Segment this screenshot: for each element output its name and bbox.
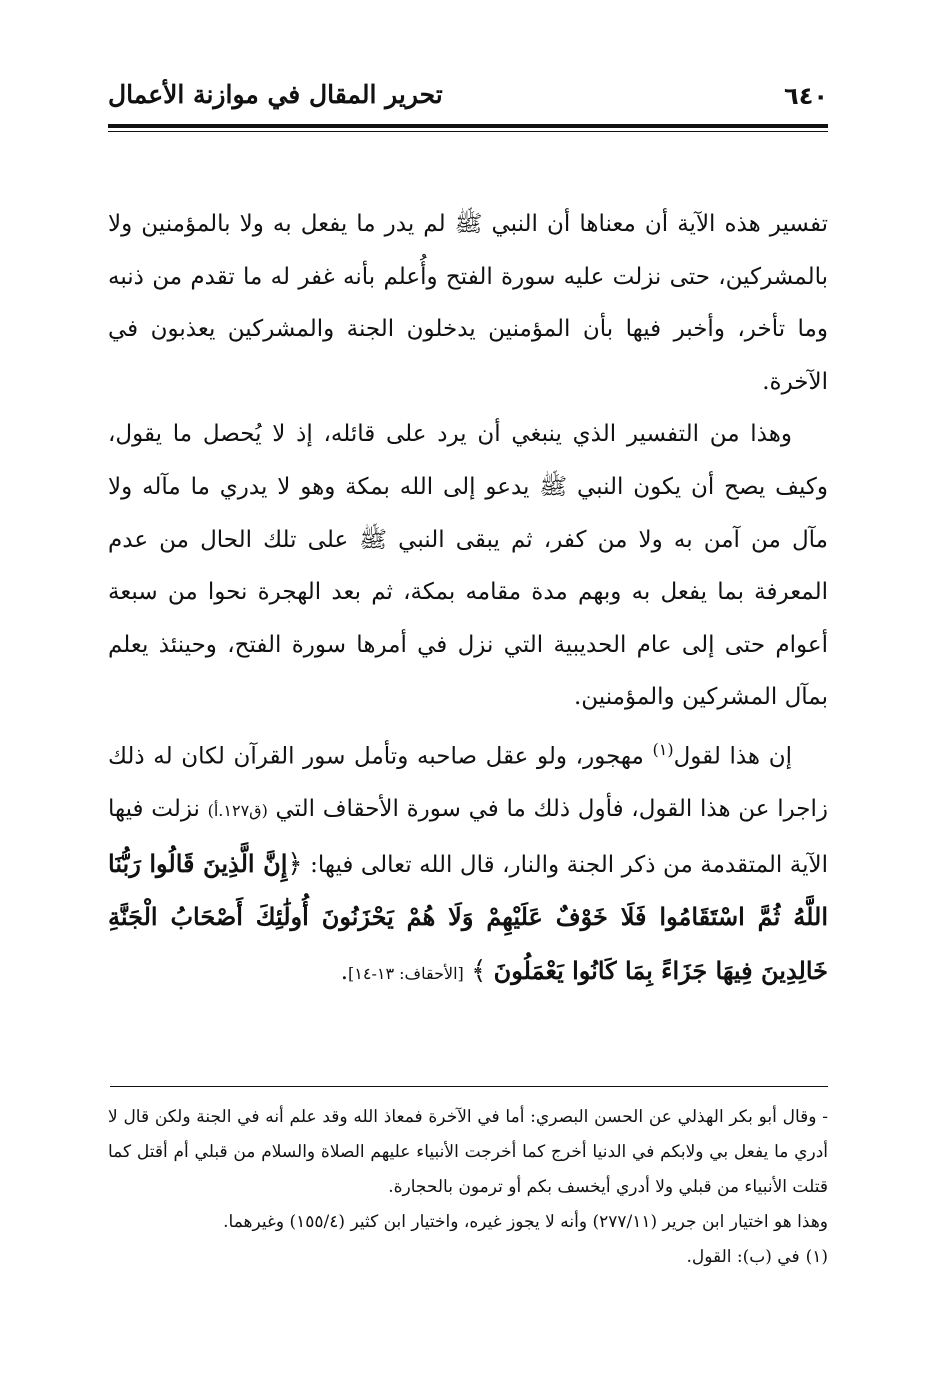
footnote-separator [110, 1086, 828, 1087]
footnote-1-number: (١) [805, 1247, 828, 1267]
quran-open-bracket: ﴿ [287, 848, 303, 879]
footnotes [108, 1100, 828, 1275]
verse-citation: [الأحقاف: ١٣-١٤] [348, 963, 464, 983]
running-title: تحرير المقال في موازنة الأعمال [108, 80, 443, 109]
manuscript-folio-reference: (ق١٢٧.أ) [207, 801, 268, 821]
footnote-continued: - وقال أبو بكر الهذلي عن الحسن البصري: أما في الآخرة فمعاذ الله وقد علم أنه في الجنة ولكن قال لا أدري ما يفعل بي ولابكم في الدنيا أخرج كما أخرجت الأنبياء عليهم الصلاة والسلام من قبلي أم أقتل كما قتلت الأنبياء من قبلي ولا أدري أيخسف بكم أو ترمون بالحجارة. [108, 1107, 828, 1197]
quran-verse: إِنَّ الَّذِينَ قَالُوا رَبُّنَا اللَّهُ ثُمَّ اسْتَقَامُوا فَلَا خَوْفٌ عَلَيْهِمْ وَلَا هُمْ يَحْزَنُونَ أُولَٰئِكَ أَصْحَابُ الْجَنَّةِ خَالِدِينَ فِيهَا جَزَاءً بِمَا كَانُوا يَعْمَلُونَ [108, 848, 828, 985]
header-rule [108, 124, 828, 128]
footnote-1-text: في (ب): القول. [686, 1247, 800, 1267]
paragraph-3-text-b: مهجور، ولو عقل صاحبه وتأمل سور القرآن لكان له ذلك زاجرا عن هذا القول، فأول ذلك ما في سورة الأحقاف التي [108, 743, 828, 823]
footnote-reference: (١) [652, 739, 674, 759]
paragraph-3-text-a: إن هذا لقول [673, 743, 792, 770]
paragraph-3-end: . [340, 958, 349, 985]
paragraph-1: تفسير هذه الآية أن معناها أن النبي ﷺ لم يدر ما يفعل به ولا بالمؤمنين ولا بالمشركين، حتى نزلت عليه سورة الفتح وأُعلم بأنه غفر له ما تقدم من ذنبه وما تأخر، وأخبر فيها بأن المؤمنين يدخلون الجنة والمشركين يعذبون في الآخرة. [108, 211, 828, 395]
paragraph-3 [108, 724, 828, 1001]
footnote-1 [108, 1240, 828, 1275]
paragraph-3-text-c: نزلت فيها الآية المتقدمة من ذكر الجنة والنار، قال الله تعالى فيها: [108, 796, 828, 878]
quran-close-bracket: ﴾ [471, 955, 487, 986]
footnote-continued-2: وهذا هو اختيار ابن جرير (٢٧٧/١١) وأنه لا يجوز غيره، واختيار ابن كثير (١٥٥/٤) وغيرهما. [223, 1212, 828, 1232]
paragraph-2: وهذا من التفسير الذي ينبغي أن يرد على قائله، إذ لا يُحصل ما يقول، وكيف يصح أن يكون النبي ﷺ يدعو إلى الله بمكة وهو لا يدري ما مآله ولا مآل من آمن به ولا من كفر، ثم يبقى النبي ﷺ على تلك الحال من عدم المعرفة بما يفعل به وبهم مدة مقامه بمكة، ثم بعد الهجرة نحوا من سبعة أعوام حتى إلى عام الحديبية التي نزل في أمرها سورة الفتح، وحينئذ يعلم بمآل المشركين والمؤمنين. [108, 421, 828, 711]
main-text [108, 198, 828, 1001]
page-header [108, 78, 828, 122]
page-number: ٦٤٠ [784, 82, 828, 110]
header-rule-thin [108, 131, 828, 132]
